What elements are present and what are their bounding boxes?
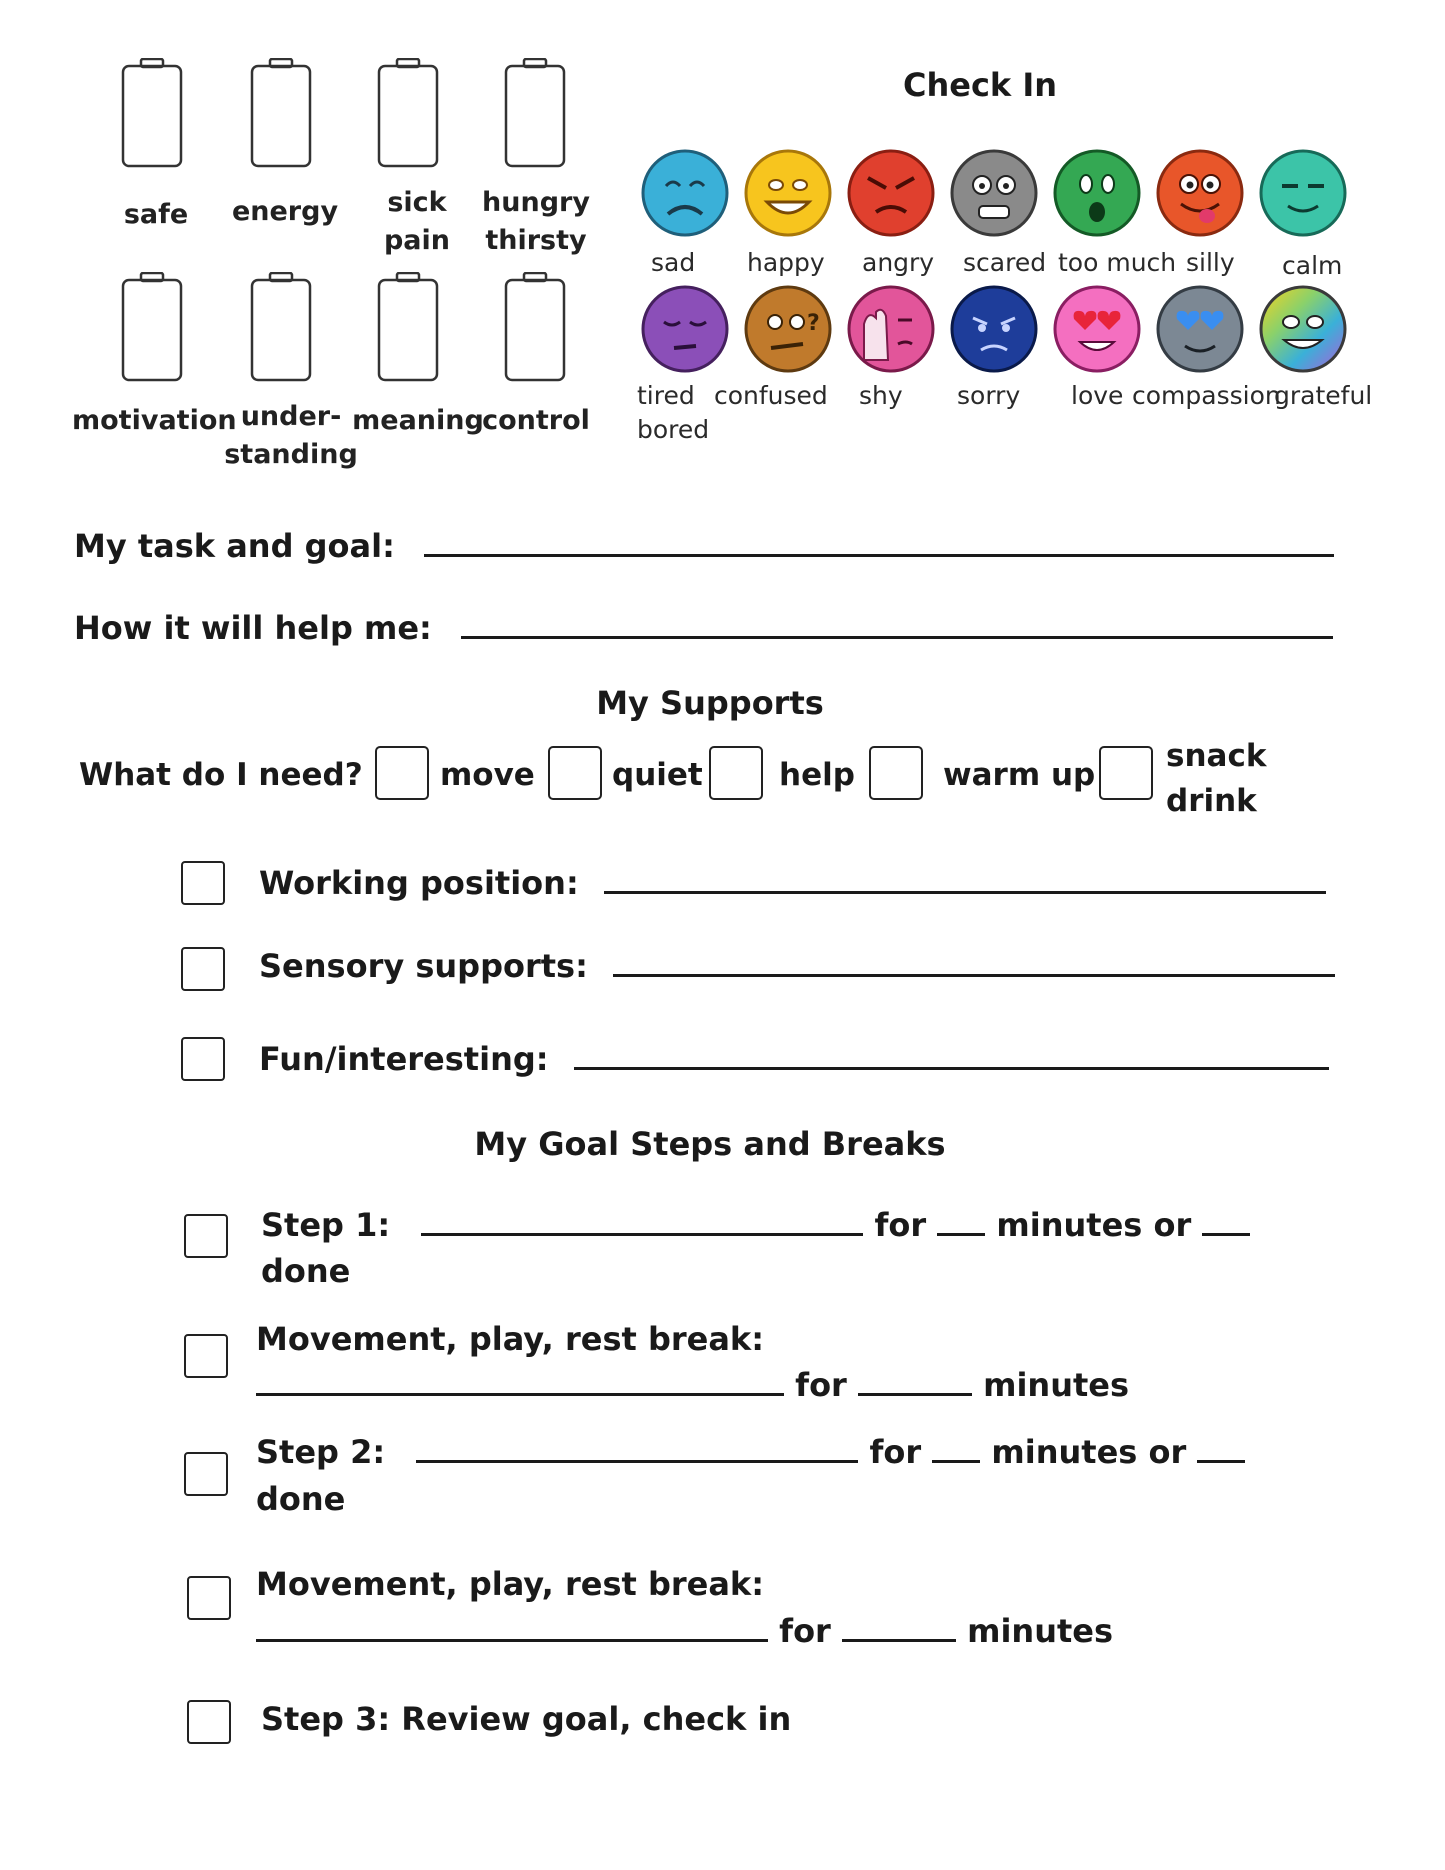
battery-label-hungry-thirsty: hungry thirsty	[482, 187, 590, 256]
support-row-sensory	[259, 947, 1335, 985]
step2-label: Step 2:	[256, 1433, 386, 1471]
emotion-label-tired-bored: tired bored	[637, 381, 710, 444]
scared-face-icon[interactable]	[949, 148, 1039, 238]
step3-checkbox[interactable]	[187, 1700, 231, 1744]
battery-label-meaning: meaning	[352, 405, 484, 436]
confused-face-icon[interactable]	[743, 284, 833, 374]
break1-activity-field[interactable]	[256, 1393, 784, 1396]
need-label-help: help	[779, 757, 855, 793]
emotion-label-compassion: compassion	[1132, 381, 1281, 410]
break2-label: Movement, play, rest break:	[256, 1565, 764, 1603]
break1-label: Movement, play, rest break:	[256, 1320, 764, 1358]
battery-label-motivation: motivation	[72, 405, 237, 436]
steps-title: My Goal Steps and Breaks	[474, 1125, 946, 1163]
break1-minutes-field[interactable]	[858, 1393, 972, 1396]
battery-label-sick-pain: sick pain	[383, 187, 451, 256]
step3-label: Step 3: Review goal, check in	[261, 1700, 792, 1738]
battery-icon	[504, 58, 566, 168]
support-field-fun[interactable]	[574, 1067, 1329, 1070]
shy-face-icon[interactable]	[846, 284, 936, 374]
task-goal-row	[74, 527, 1334, 565]
support-row-fun	[259, 1040, 1329, 1078]
break1-row	[256, 1366, 1129, 1404]
step1-checkbox[interactable]	[184, 1214, 228, 1258]
step1-done: done	[261, 1252, 351, 1290]
emotion-label-happy: happy	[747, 248, 825, 277]
support-checkbox-working-position[interactable]	[181, 861, 225, 905]
battery-icon	[504, 272, 566, 382]
support-field-working-position[interactable]	[604, 891, 1326, 894]
step2-done: done	[256, 1480, 346, 1518]
battery-label-control: control	[482, 405, 590, 436]
battery-label-energy: energy	[231, 196, 339, 227]
emotion-label-grateful: grateful	[1274, 381, 1373, 410]
step1-minutes-field[interactable]	[937, 1233, 985, 1236]
break2-minutes-field[interactable]	[842, 1639, 956, 1642]
task-goal-field[interactable]	[424, 554, 1334, 557]
step1-minutes-or: minutes or	[996, 1206, 1192, 1244]
support-checkbox-sensory[interactable]	[181, 947, 225, 991]
battery-label-safe: safe	[123, 199, 189, 230]
need-question-label: What do I need?	[79, 757, 363, 793]
check-in-title: Check In	[902, 66, 1058, 104]
step1-row	[261, 1206, 1250, 1244]
task-goal-label: My task and goal:	[74, 527, 395, 565]
sad-face-icon[interactable]	[640, 148, 730, 238]
tired-face-icon[interactable]	[640, 284, 730, 374]
need-checkbox-snack-drink[interactable]	[1099, 746, 1153, 800]
need-label-warm-up: warm up	[943, 757, 1096, 793]
task-help-field[interactable]	[461, 636, 1333, 639]
support-checkbox-fun[interactable]	[181, 1037, 225, 1081]
need-label-snack-drink: snack drink	[1166, 738, 1267, 819]
need-label-quiet: quiet	[612, 757, 703, 793]
emotion-label-sorry: sorry	[957, 381, 1021, 410]
battery-icon	[121, 58, 183, 168]
emotion-label-silly: silly	[1186, 248, 1235, 277]
break1-checkbox[interactable]	[184, 1334, 228, 1378]
battery-label-understanding: under- standing	[224, 401, 358, 470]
break2-row	[256, 1612, 1113, 1650]
emotion-label-shy: shy	[859, 381, 903, 410]
step2-row	[256, 1433, 1245, 1471]
love-face-icon[interactable]	[1052, 284, 1142, 374]
need-checkbox-warm-up[interactable]	[869, 746, 923, 800]
step2-done-field[interactable]	[1197, 1460, 1245, 1463]
emotion-label-calm: calm	[1282, 251, 1343, 280]
step2-minutes-or: minutes or	[991, 1433, 1187, 1471]
emotion-label-angry: angry	[862, 248, 935, 277]
battery-icon	[250, 58, 312, 168]
step1-for: for	[874, 1206, 927, 1244]
battery-icon	[377, 58, 439, 168]
step2-task-field[interactable]	[416, 1460, 858, 1463]
break1-minutes: minutes	[983, 1366, 1130, 1404]
step2-minutes-field[interactable]	[932, 1460, 980, 1463]
break2-minutes: minutes	[967, 1612, 1114, 1650]
support-label-fun: Fun/interesting:	[259, 1040, 549, 1078]
emotion-label-confused: confused	[714, 381, 828, 410]
happy-face-icon[interactable]	[743, 148, 833, 238]
need-checkbox-help[interactable]	[709, 746, 763, 800]
task-help-row	[74, 609, 1333, 647]
grateful-face-icon[interactable]	[1258, 284, 1348, 374]
emotion-label-love: love	[1071, 381, 1124, 410]
calm-face-icon[interactable]	[1258, 148, 1348, 238]
support-label-sensory: Sensory supports:	[259, 947, 588, 985]
support-row-working-position	[259, 864, 1326, 902]
emotion-label-too-much: too much	[1058, 248, 1177, 277]
need-label-move: move	[440, 757, 535, 793]
emotion-label-sad: sad	[651, 248, 696, 277]
emotion-label-scared: scared	[963, 248, 1047, 277]
sorry-face-icon[interactable]	[949, 284, 1039, 374]
step2-for: for	[869, 1433, 922, 1471]
angry-face-icon[interactable]	[846, 148, 936, 238]
supports-title: My Supports	[596, 684, 824, 722]
overwhelmed-face-icon[interactable]	[1052, 148, 1142, 238]
need-checkbox-quiet[interactable]	[548, 746, 602, 800]
break1-for: for	[795, 1366, 847, 1404]
compassion-face-icon[interactable]	[1155, 284, 1245, 374]
break2-checkbox[interactable]	[187, 1576, 231, 1620]
battery-icon	[377, 272, 439, 382]
step1-done-field[interactable]	[1202, 1233, 1250, 1236]
support-field-sensory[interactable]	[613, 974, 1335, 977]
svg-text:?: ?	[807, 311, 820, 336]
step1-task-field[interactable]	[421, 1233, 863, 1236]
battery-icon	[121, 272, 183, 382]
battery-icon	[250, 272, 312, 382]
task-help-label: How it will help me:	[74, 609, 432, 647]
step2-checkbox[interactable]	[184, 1452, 228, 1496]
break2-activity-field[interactable]	[256, 1639, 768, 1642]
break2-for: for	[779, 1612, 831, 1650]
need-checkbox-move[interactable]	[375, 746, 429, 800]
step1-label: Step 1:	[261, 1206, 391, 1244]
silly-face-icon[interactable]	[1155, 148, 1245, 238]
support-label-working-position: Working position:	[259, 864, 579, 902]
